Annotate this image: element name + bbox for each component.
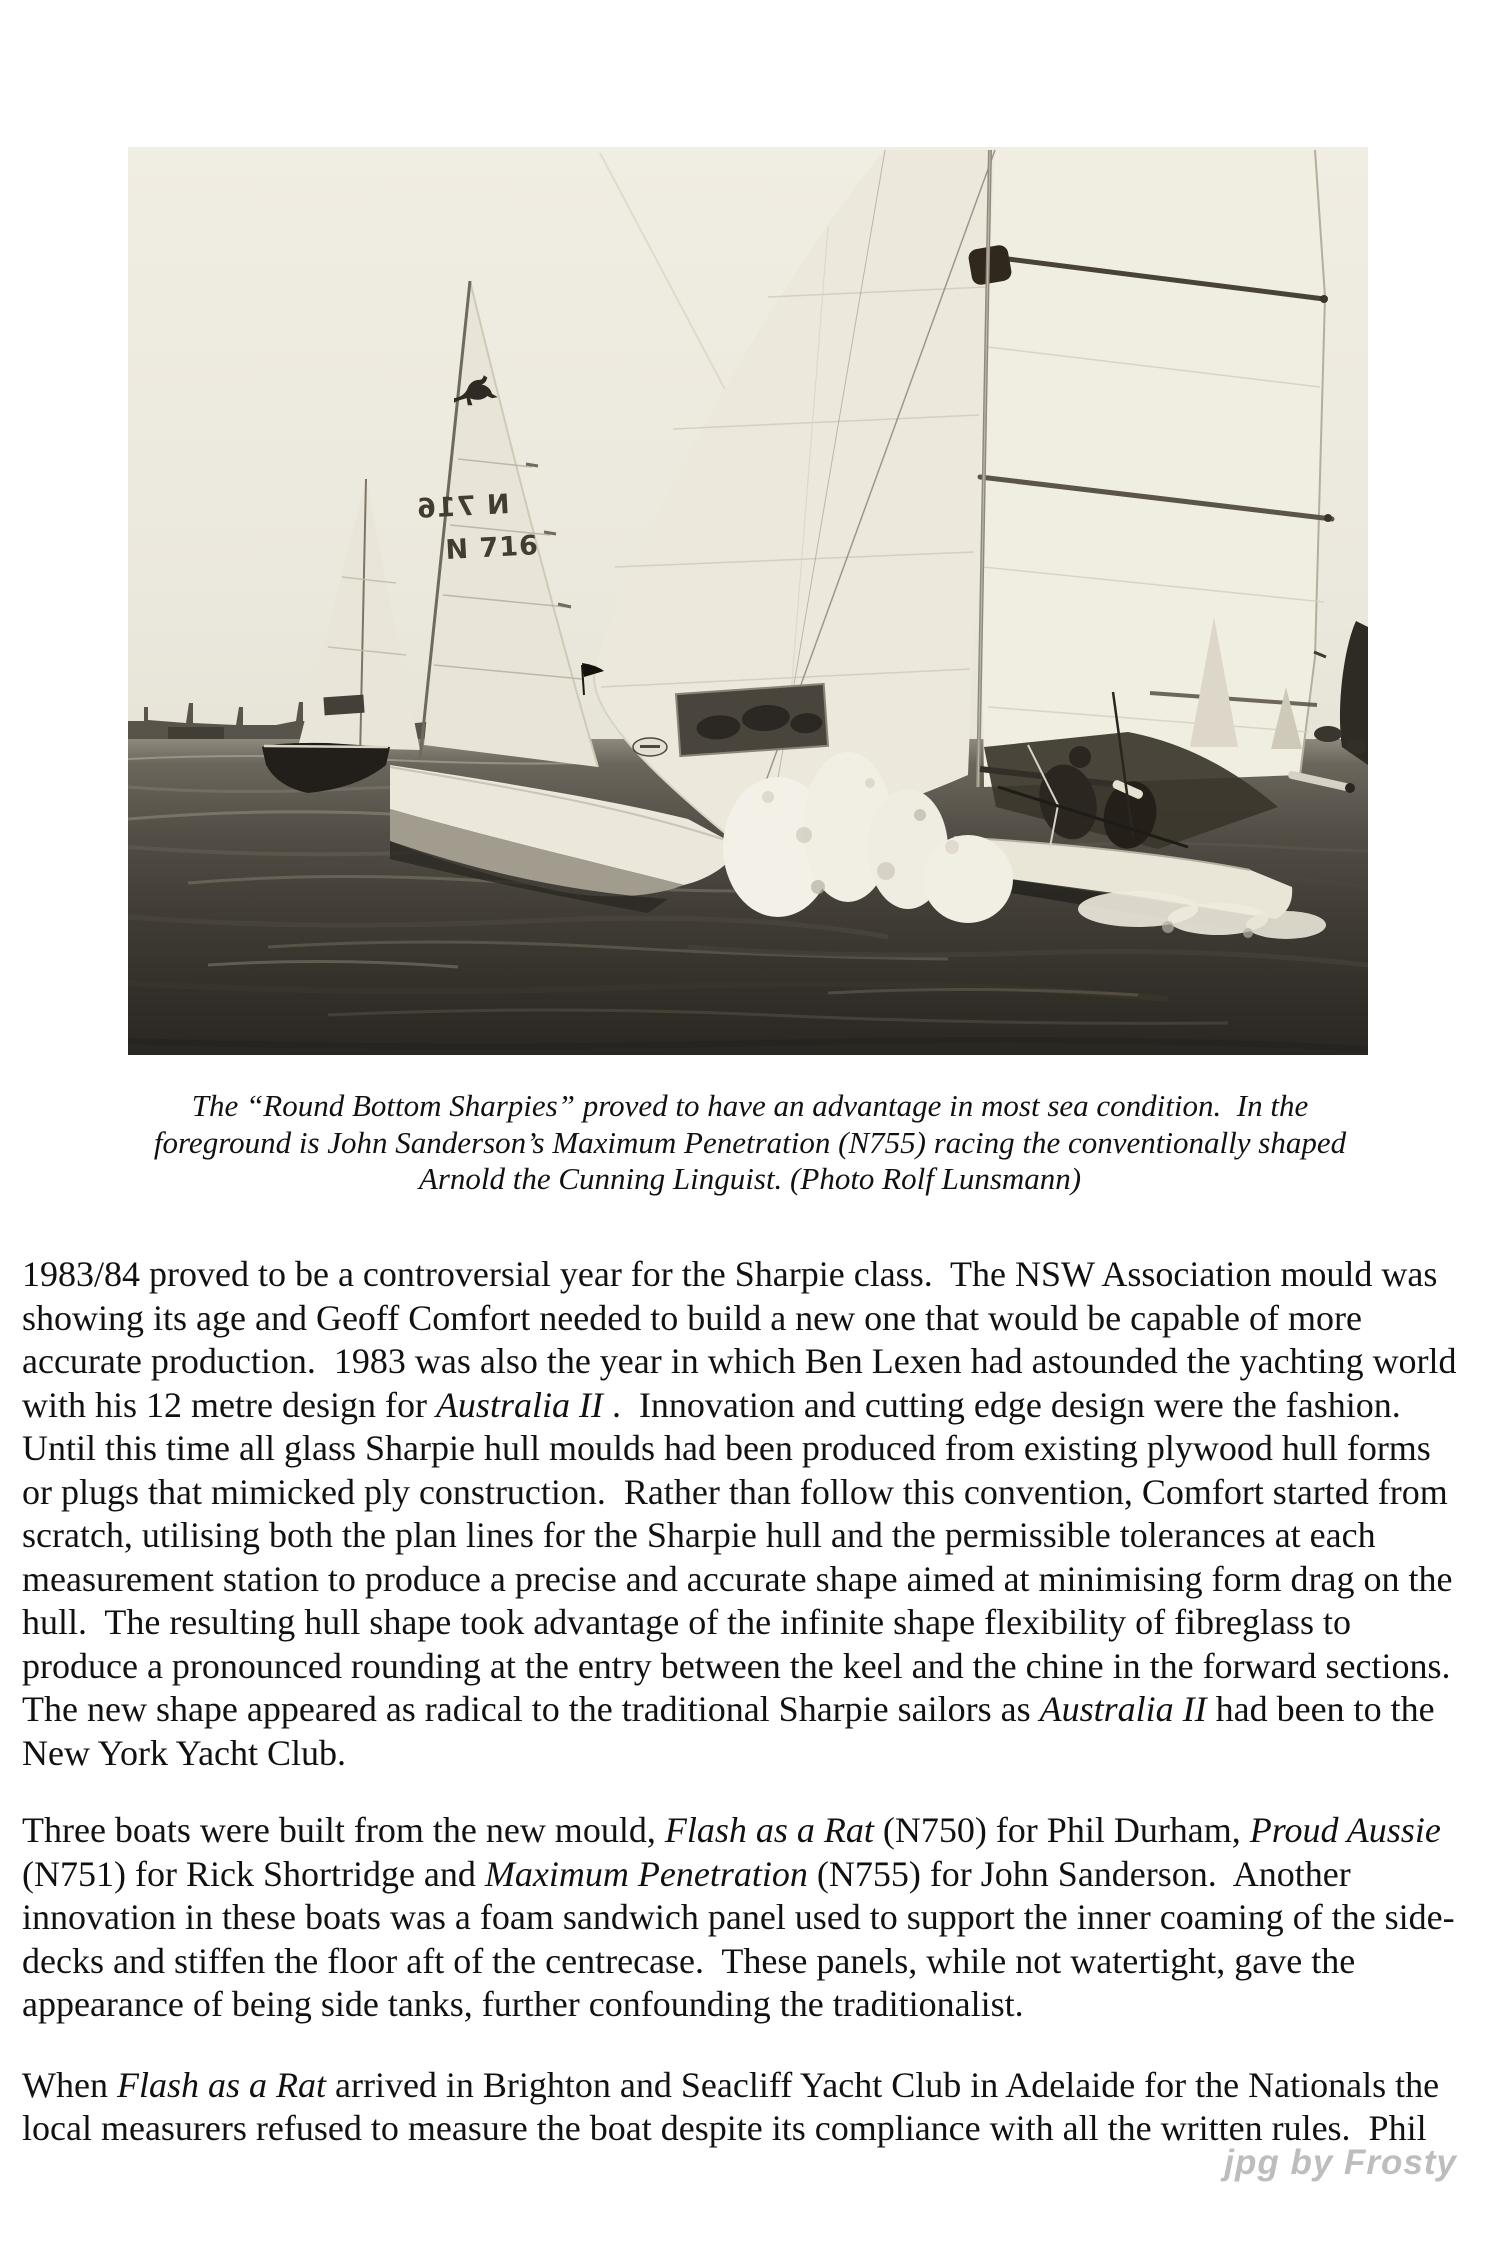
sail-number: N 716 <box>444 530 540 566</box>
caption-line: The “Round Bottom Sharpies” proved to have an advantage in most sea condition. In the <box>191 1088 1309 1123</box>
mainsail-right <box>967 150 1332 787</box>
left-jib-window <box>323 695 364 716</box>
article-text <box>22 1253 1492 2151</box>
italic-text-segment: Flash as a Rat <box>664 1810 874 1850</box>
text-segment: or plugs that mimicked ply construction. Rather than follow this convention, Comfort started from <box>22 1471 1448 1512</box>
text-segment: The new shape appeared as radical to the traditional Sharpie sailors as <box>22 1689 1040 1729</box>
caption-line: Arnold the Cunning Linguist. (Photo Rolf Lunsmann) <box>418 1161 1082 1196</box>
text-segment: showing its age and Geoff Comfort needed to build a new one that would be capable of more <box>22 1297 1362 1338</box>
text-line <box>22 1853 1492 1897</box>
text-line <box>22 1688 1492 1732</box>
text-line <box>22 1809 1492 1853</box>
text-line <box>22 1983 1492 2027</box>
text-line <box>22 1558 1492 1602</box>
genoa-window <box>676 684 828 756</box>
text-segment: Three boats were built from the new mould, <box>22 1810 665 1850</box>
text-line <box>22 1601 1492 1645</box>
text-line <box>22 1471 1492 1515</box>
text-segment: (N750) for Phil Durham, <box>873 1810 1250 1850</box>
text-segment: arrived in Brighton and Seacliff Yacht Club in Adelaide for the Nationals the <box>325 2064 1440 2105</box>
text-line <box>22 1253 1492 1297</box>
sailmaker-oval-logo <box>633 738 667 756</box>
text-segment: (N751) for Rick Shortridge and <box>22 1853 485 1894</box>
italic-text-segment: Australia II <box>435 1384 603 1425</box>
caption-line: foreground is John Sanderson’s Maximum Penetration (N755) racing the conventionally shaped <box>153 1124 1347 1160</box>
text-segment: 1983/84 proved to be a controversial year for the Sharpie class. The NSW Association mould was <box>22 1254 1438 1294</box>
text-line <box>22 1514 1492 1558</box>
text-segment: with his 12 metre design for <box>22 1384 436 1425</box>
text-segment: decks and stiffen the floor aft of the centrecase. These panels, while not watertight, gave the <box>22 1940 1356 1981</box>
text-segment: local measurers refused to measure the boat despite its compliance with all the written rules. Phil <box>22 2108 1427 2148</box>
paragraph <box>22 1809 1492 2027</box>
text-segment: had been to the <box>1206 1689 1435 1729</box>
text-line <box>22 1732 1492 1776</box>
text-segment: produce a pronounced rounding at the entry between the keel and the chine in the forward sections. <box>22 1645 1451 1686</box>
sail-number-mirrored: N 716 <box>415 489 511 525</box>
text-line <box>22 1896 1492 1940</box>
text-segment: scratch, utilising both the plan lines for the Sharpie hull and the permissible tolerances at each <box>22 1515 1376 1555</box>
watermark: jpg by Frosty <box>1224 2143 1457 2182</box>
text-segment: When <box>22 2064 117 2105</box>
paragraph <box>22 2064 1492 2151</box>
text-line <box>22 1384 1492 1428</box>
text-segment: accurate production. 1983 was also the year in which Ben Lexen had astounded the yachting world <box>22 1341 1457 1381</box>
paragraph <box>22 1253 1492 1775</box>
text-line <box>22 1340 1492 1384</box>
text-line <box>22 1427 1492 1471</box>
sailing-photo-art <box>128 147 1368 1055</box>
text-line <box>22 1297 1492 1341</box>
text-segment: Until this time all glass Sharpie hull moulds had been produced from existing plywood hull forms <box>22 1428 1431 1468</box>
text-segment: (N755) for John Sanderson. Another <box>807 1853 1351 1894</box>
photo-caption <box>0 1088 1500 1198</box>
text-line <box>22 1645 1492 1689</box>
text-segment: . Innovation and cutting edge design were the fashion. <box>602 1384 1401 1425</box>
italic-text-segment: Proud Aussie <box>1249 1810 1441 1850</box>
sailing-photo <box>128 147 1368 1055</box>
italic-text-segment: Flash as a Rat <box>116 2064 326 2105</box>
italic-text-segment: Australia II <box>1039 1689 1207 1729</box>
text-segment: measurement station to produce a precise and accurate shape aimed at minimising form drag on the <box>22 1558 1453 1599</box>
text-segment: New York Yacht Club. <box>22 1732 347 1773</box>
italic-text-segment: Maximum Penetration <box>484 1853 808 1894</box>
text-segment: appearance of being side tanks, further confounding the traditionalist. <box>22 1984 1024 2024</box>
text-segment: innovation in these boats was a foam sandwich panel used to support the inner coaming of the side- <box>22 1897 1455 1937</box>
text-line <box>22 2064 1492 2108</box>
text-segment: hull. The resulting hull shape took advantage of the infinite shape flexibility of fibreglass to <box>22 1602 1352 1642</box>
text-line <box>22 1940 1492 1984</box>
